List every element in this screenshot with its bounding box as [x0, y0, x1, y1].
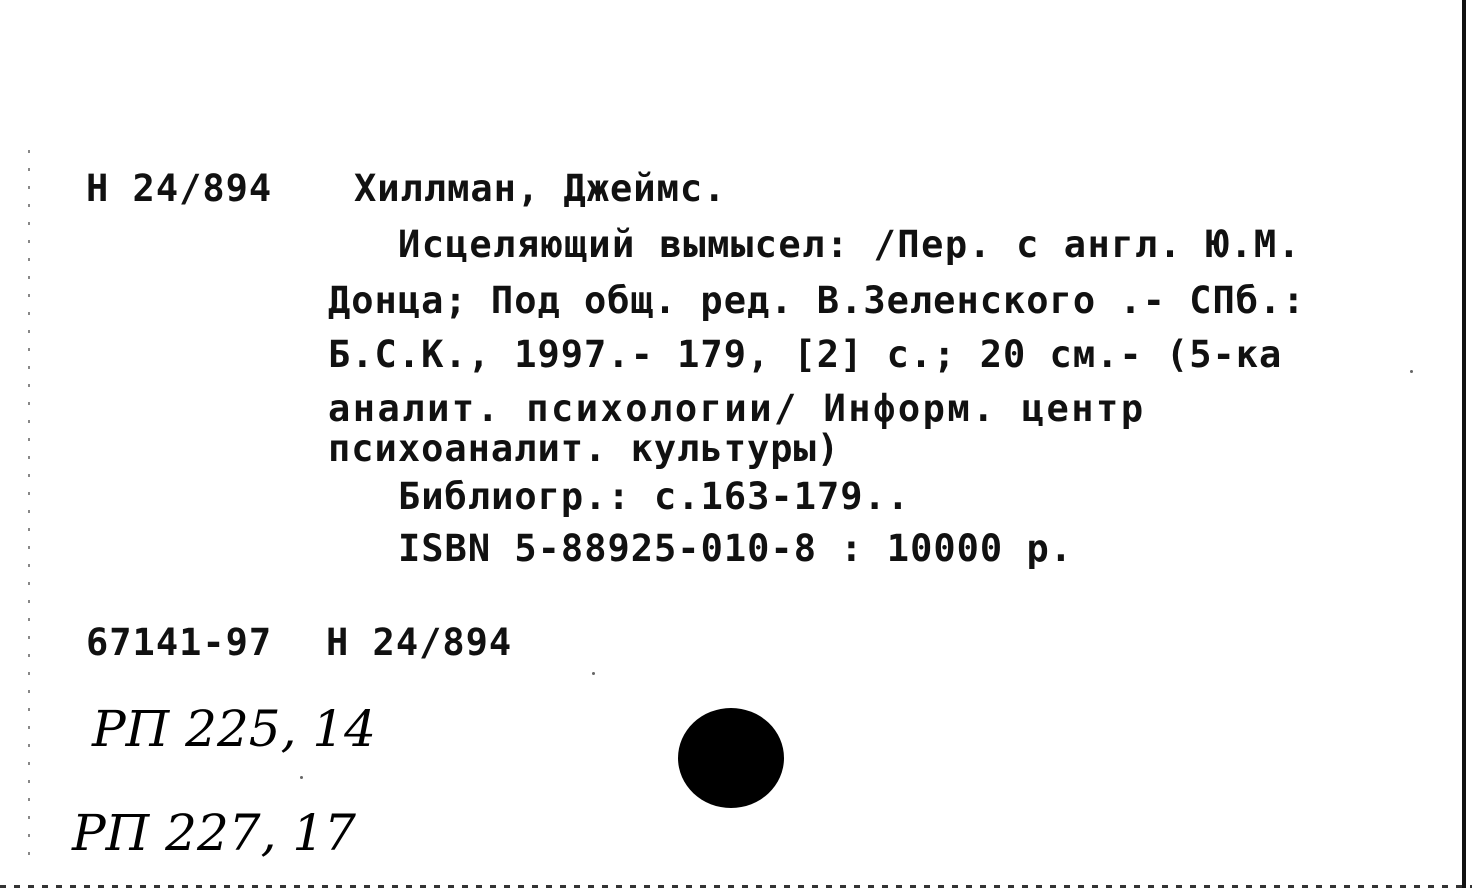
accession-number: 67141-97 [86, 621, 273, 664]
card-left-edge [28, 150, 30, 870]
scan-speck [592, 672, 595, 675]
scan-speck [300, 776, 303, 779]
handwritten-shelfmark-2: РП 227, 17 [72, 804, 356, 862]
punch-hole [678, 708, 784, 808]
scan-speck [1410, 370, 1413, 373]
title-line-2: Донца; Под общ. ред. В.Зеленского .- СПб.: [328, 279, 1306, 322]
card-right-edge [1462, 0, 1466, 888]
accession-call-number: Н 24/894 [326, 621, 513, 664]
handwritten-shelfmark-1: РП 225, 14 [92, 700, 376, 758]
isbn-note: ISBN 5-88925-010-8 : 10000 р. [398, 527, 1074, 570]
author-heading: Хиллман, Джеймс. [354, 167, 727, 210]
title-line-3: Б.С.К., 1997.- 179, [2] с.; 20 см.- (5-ка [328, 333, 1283, 376]
title-line-1: Исцеляющий вымысел: /Пер. с англ. Ю.М. [398, 223, 1302, 266]
bibliography-note: Библиогр.: с.163-179.. [398, 475, 911, 518]
title-line-4: аналит. психологии/ Информ. центр [328, 387, 1146, 430]
title-line-5: психоаналит. культуры) [328, 427, 841, 470]
call-number: Н 24/894 [86, 167, 273, 210]
